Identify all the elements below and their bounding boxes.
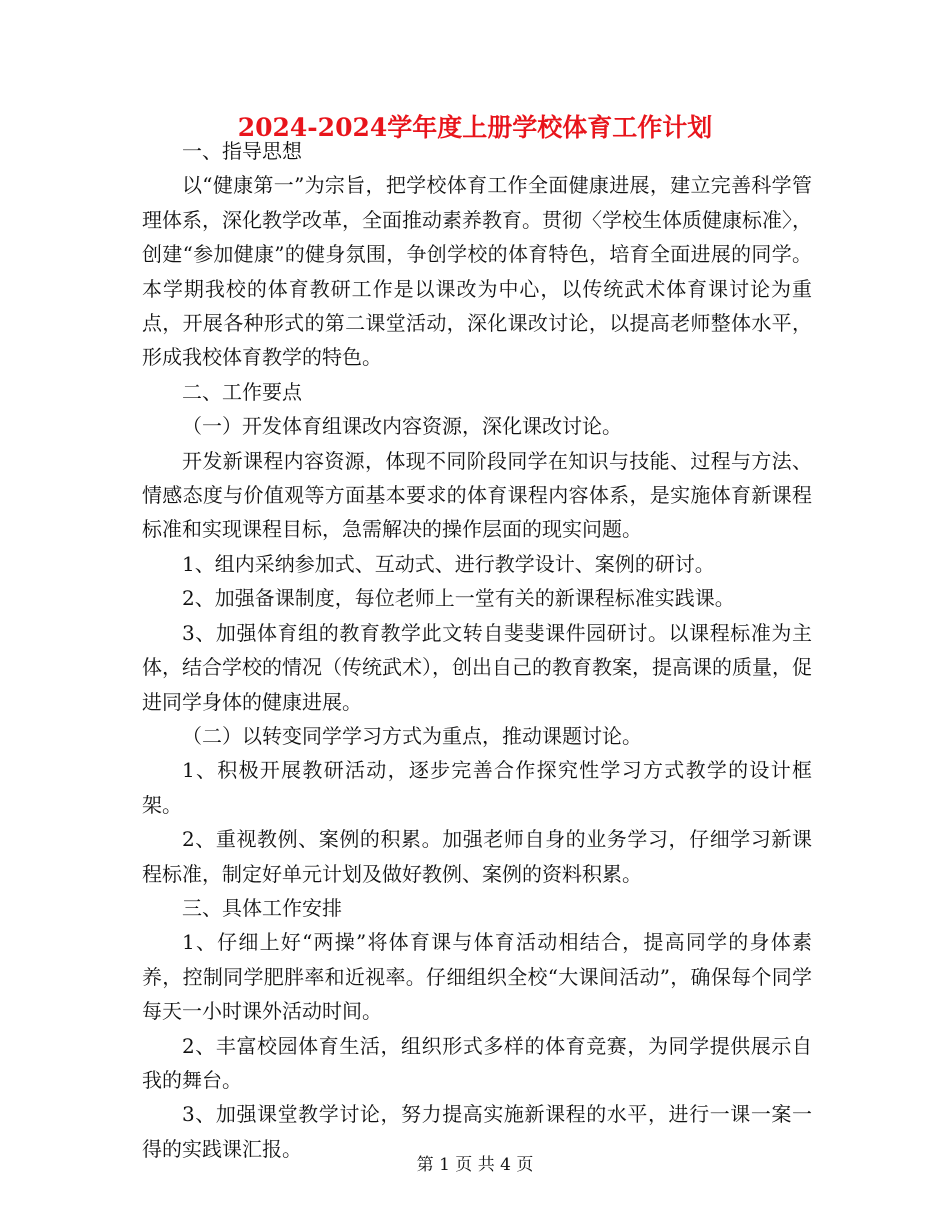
list-item: 3、加强课堂教学讨论，努力提高实施新课程的水平，进行一课一案一得的实践课汇报。 bbox=[142, 1102, 812, 1161]
page-footer: 第 1 页 共 4 页 bbox=[416, 1155, 534, 1175]
list-item: 1、组内采纳参加式、互动式、进行教学设计、案例的研讨。 bbox=[182, 551, 715, 576]
list-item: 1、积极开展教研活动，逐步完善合作探究性学习方式教学的设计框架。 bbox=[142, 758, 812, 817]
document-title: 2024-2024学年度上册学校体育工作计划 bbox=[237, 113, 713, 142]
list-item: 1、仔细上好“两操”将体育课与体育活动相结合，提高同学的身体素养，控制同学肥胖率和近视率。仔细组织全校“大课间活动”，确保每个同学每天一小时课外活动时间。 bbox=[142, 930, 812, 1024]
list-item: 2、重视教例、案例的积累。加强老师自身的业务学习，仔细学习新课程标准，制定好单元计划及做好教例、案例的资料积累。 bbox=[142, 827, 812, 886]
list-item: 2、加强备课制度，每位老师上一堂有关的新课程标准实践课。 bbox=[182, 586, 735, 611]
document-body bbox=[142, 134, 812, 1166]
section-heading-guiding-ideology: 一、指导思想 bbox=[182, 139, 302, 163]
list-item: 2、丰富校园体育生活，组织形式多样的体育竞赛，为同学提供展示自我的舞台。 bbox=[142, 1033, 812, 1092]
list-item: 3、加强体育组的教育教学此文转自斐斐课件园研讨。以课程标准为主体，结合学校的情况（传统武术），创出自己的教育教案，提高课的质量，促进同学身体的健康进展。 bbox=[142, 620, 812, 714]
subsection-heading: （二）以转变同学学习方式为重点，推动课题讨论。 bbox=[182, 723, 642, 748]
body-paragraph: 以“健康第一”为宗旨，把学校体育工作全面健康进展，建立完善科学管理体系，深化教学改革，全面推动素养教育。贯彻〈学校生体质健康标准〉，创建“参加健康”的健身氛围，争创学校的体育特色，培育全面进展的同学。本学期我校的体育教研工作是以课改为中心，以传统武术体育课讨论为重点，开展各种形式的第二课堂活动，深化课改讨论，以提高老师整体水平，形成我校体育教学的特色。 bbox=[142, 173, 812, 370]
subsection-heading: （一）开发体育组课改内容资源，深化课改讨论。 bbox=[182, 414, 622, 439]
body-paragraph: 开发新课程内容资源，体现不同阶段同学在知识与技能、过程与方法、情感态度与价值观等方面基本要求的体育课程内容体系，是实施体育新课程标准和实现课程目标，急需解决的操作层面的现实问题。 bbox=[142, 448, 812, 542]
section-heading-work-points: 二、工作要点 bbox=[182, 379, 302, 404]
section-heading-specific-arrangements: 三、具体工作安排 bbox=[182, 895, 342, 920]
